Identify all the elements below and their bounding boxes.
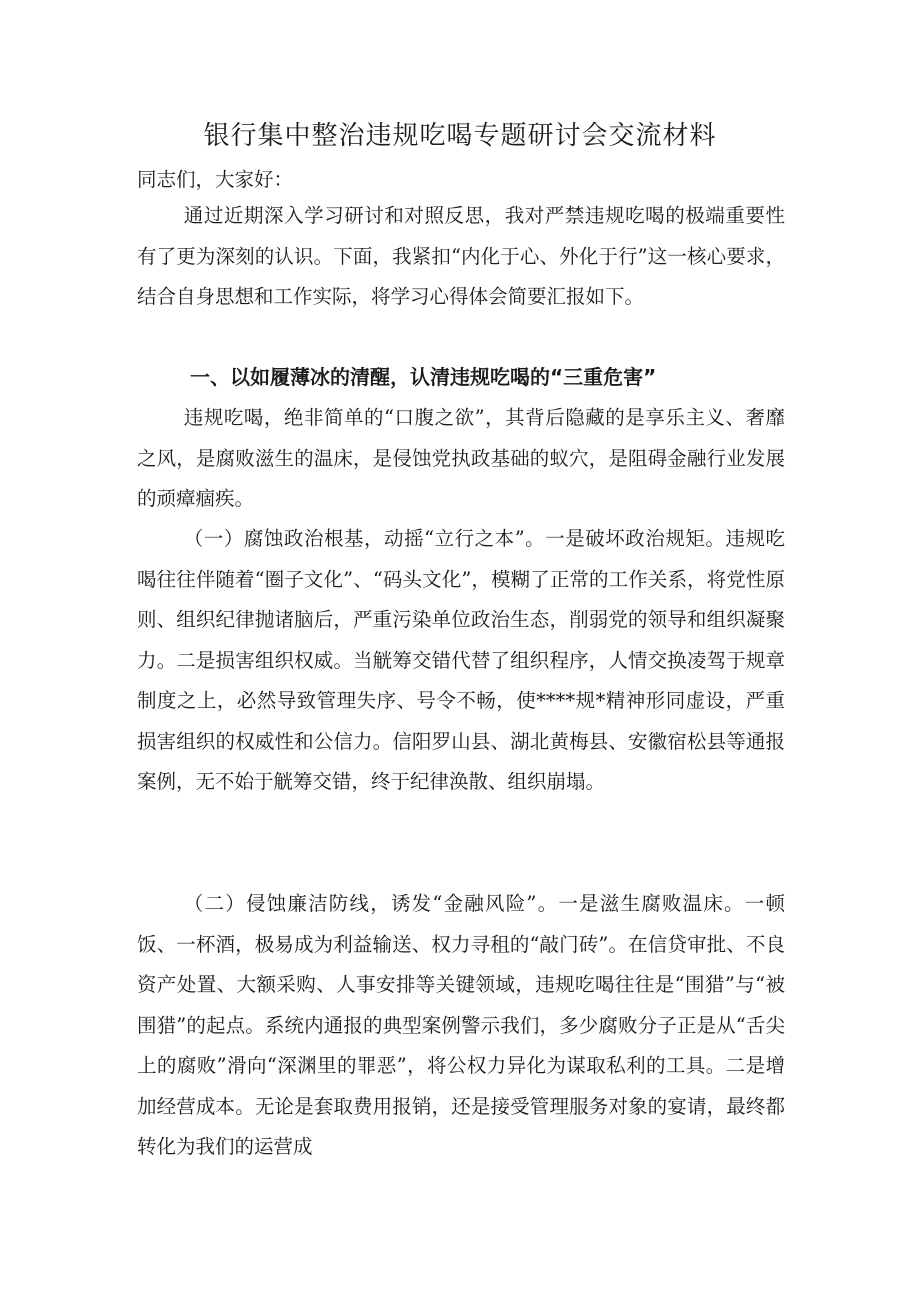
intro-paragraph: 通过近期深入学习研讨和对照反思，我对严禁违规吃喝的极端重要性有了更为深刻的认识。下面，我紧扣“内化于心、外化于行”这一核心要求，结合自身思想和工作实际，将学习心得体会简要汇报如下。 — [137, 204, 785, 308]
document-title: 银行集中整治违规吃喝专题研讨会交流材料 — [203, 121, 717, 151]
lead-paragraph: 违规吃喝，绝非简单的“口腹之欲”，其背后隐藏的是享乐主义、奢靡之风，是腐败滋生的温床，是侵蚀党执政基础的蚁穴，是阻碍金融行业发展的顽瘴痼疾。 — [137, 406, 785, 510]
subsection-1-paragraph: （一）腐蚀政治根基，动摇“立行之本”。一是破坏政治规矩。违规吃喝往往伴随着“圈子文化”、“码头文化”，模糊了正常的工作关系，将党性原则、组织纪律抛诸脑后，严重污染单位政治生态，削弱党的领导和组织凝聚力。二是损害组织权威。当觥筹交错代替了组织程序，人情交换凌驾于规章制度之上，必然导致管理失序、号令不畅，使****规*精神形同虚设，严重损害组织的权威性和公信力。信阳罗山县、湖北黄梅县、安徽宿松县等通报案例，无不始于觥筹交错，终于纪律涣散、组织崩塌。 — [137, 527, 785, 793]
subsection-2-paragraph: （二）侵蚀廉洁防线，诱发“金融风险”。一是滋生腐败温床。一顿饭、一杯酒，极易成为利益输送、权力寻租的“敲门砖”。在信贷审批、不良资产处置、大额采购、人事安排等关键领域，违规吃喝往往是“围猎”与“被围猎”的起点。系统内通报的典型案例警示我们，多少腐败分子正是从“舌尖上的腐败”滑向“深渊里的罪恶”，将公权力异化为谋取私利的工具。二是增加经营成本。无论是套取费用报销，还是接受管理服务对象的宴请，最终都转化为我们的运营成 — [137, 892, 785, 1158]
section-heading-1: 一、以如履薄冰的清醒，认清违规吃喝的“三重危害” — [190, 365, 657, 389]
greeting: 同志们，大家好： — [137, 168, 294, 191]
